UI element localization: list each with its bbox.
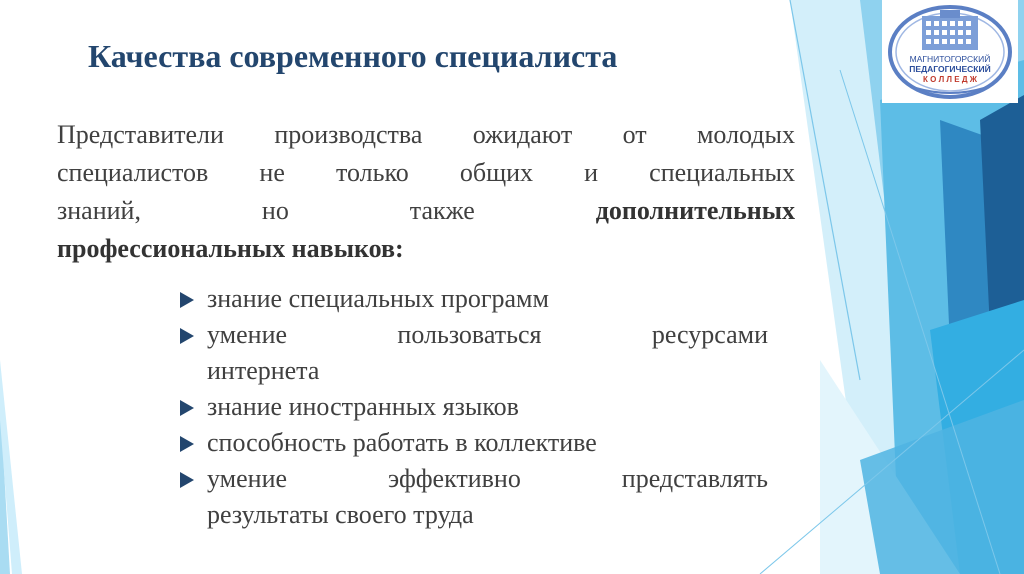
intro-line-3-plain: знаний, но также [57, 196, 475, 225]
intro-line-3-bold: дополнительных [595, 196, 795, 225]
college-logo-icon [882, 0, 1018, 103]
intro-line-3 [57, 192, 795, 230]
intro-line-4 [57, 230, 795, 268]
triangle-bullet-icon [180, 328, 194, 344]
list-item [180, 317, 768, 389]
triangle-bullet-icon [180, 472, 194, 488]
triangle-bullet-icon [180, 292, 194, 308]
list-item-text: знание иностранных языков [207, 392, 519, 421]
triangle-bullet-icon [180, 436, 194, 452]
list-item [180, 281, 768, 317]
college-logo [882, 0, 1018, 103]
list-item [180, 461, 768, 533]
list-item [180, 389, 768, 425]
list-item-text: способность работать в коллективе [207, 428, 597, 457]
list-item-text-continued: интернета [207, 356, 320, 385]
logo-text-line-2: ПЕДАГОГИЧЕСКИЙ [909, 64, 991, 74]
intro-line-4-bold: профессиональных навыков: [57, 234, 404, 263]
slide-title: Качества современного специалиста [88, 38, 618, 74]
skills-list [180, 281, 768, 533]
list-item-text-continued: результаты своего труда [207, 500, 474, 529]
logo-text-line-1: МАГНИТОГОРСКИЙ [909, 54, 991, 64]
list-item [180, 425, 768, 461]
logo-text-line-3: К О Л Л Е Д Ж [923, 75, 977, 84]
list-item-text: знание специальных программ [207, 284, 549, 313]
intro-line-2: специалистов не только общих и специальных [57, 158, 795, 187]
list-item-text: умение эффективно представлять [207, 464, 768, 493]
intro-paragraph [57, 116, 795, 268]
intro-line-1: Представители производства ожидают от молодых [57, 120, 795, 149]
list-item-text: умение пользоваться ресурсами [207, 320, 768, 349]
triangle-bullet-icon [180, 400, 194, 416]
